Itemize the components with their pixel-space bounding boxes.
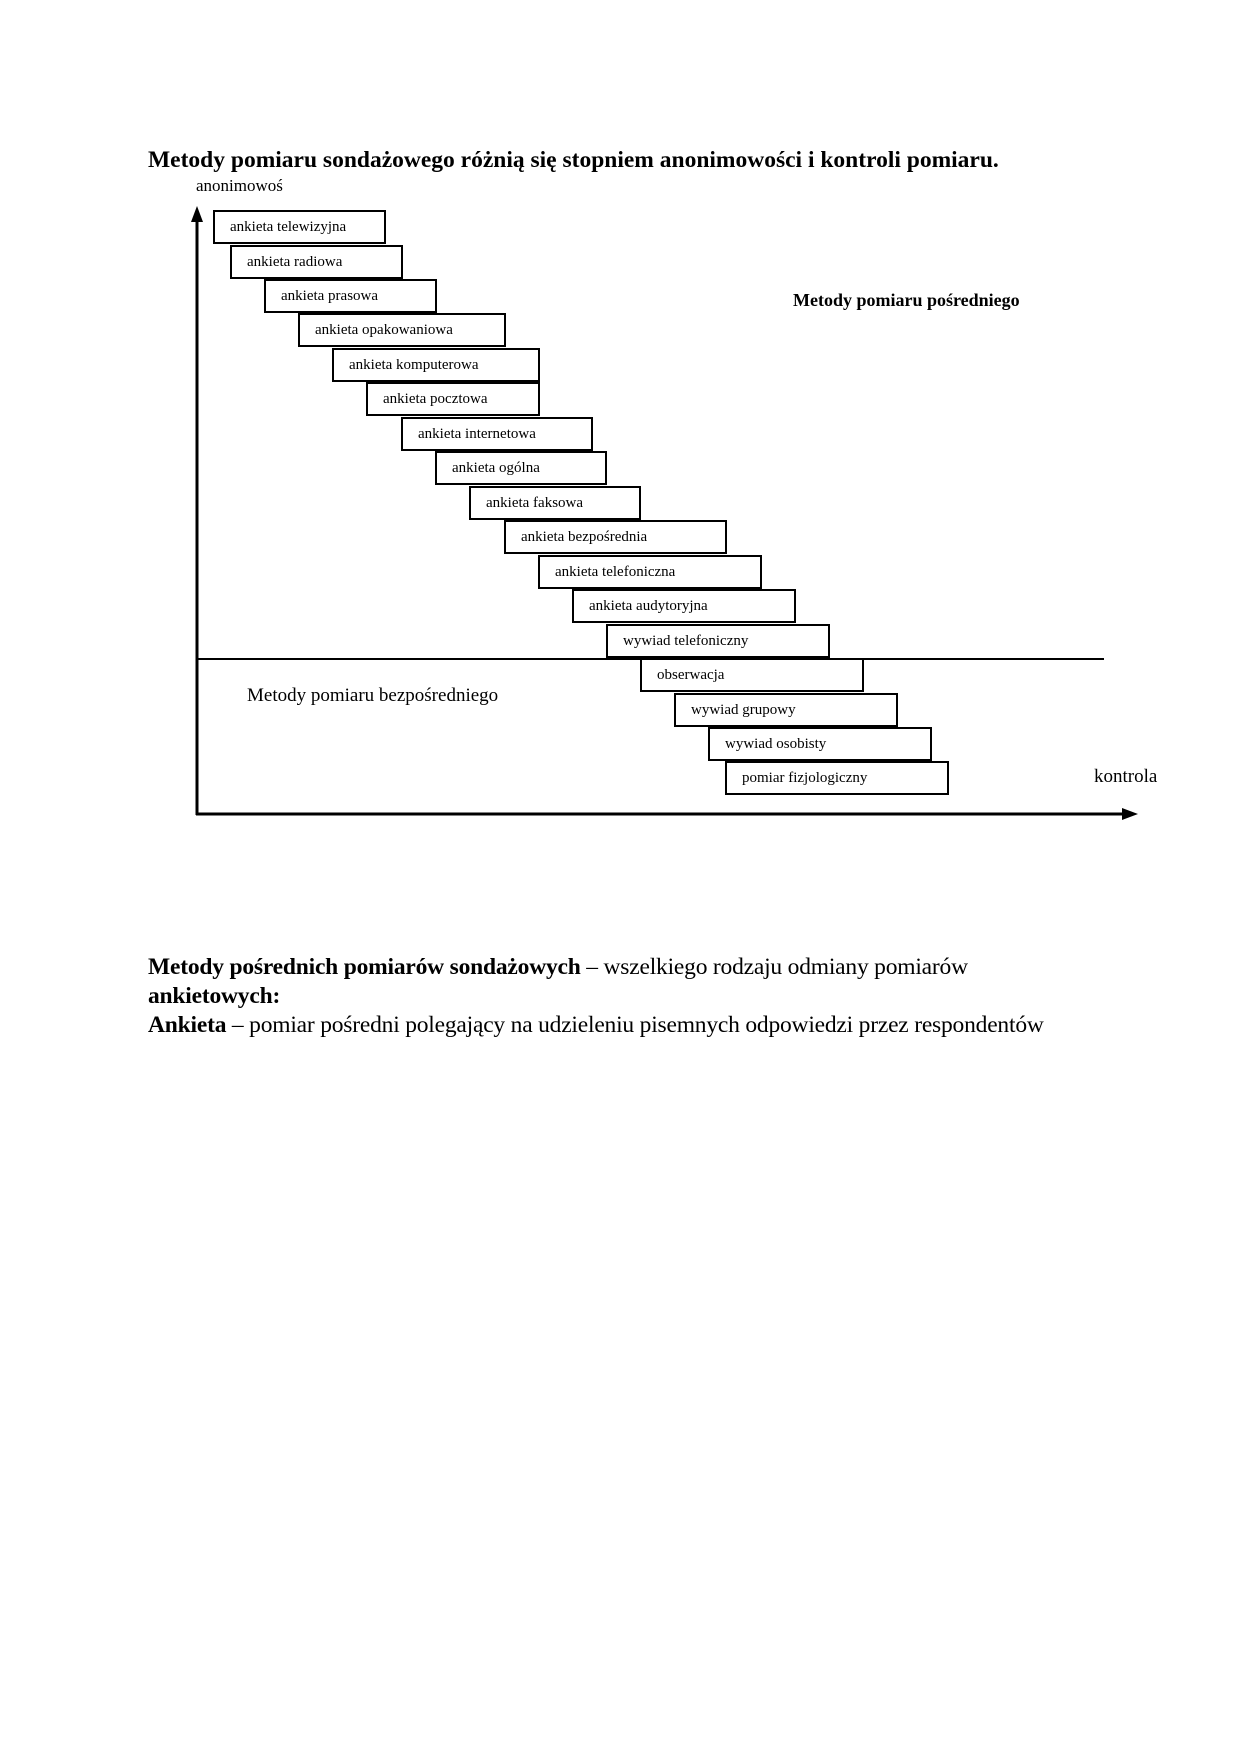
step-box: ankieta radiowa <box>230 245 403 279</box>
step-box: ankieta audytoryjna <box>572 589 796 623</box>
term-indirect-methods: Metody pośrednich pomiarów sondażowych <box>148 954 581 980</box>
diagram-axes <box>0 0 1240 850</box>
definition-ankieta-text: – pomiar pośredni polegający na udzieleniu pisemnych odpowiedzi przez respondentów <box>226 1012 1044 1038</box>
y-axis-arrow-icon <box>191 206 203 222</box>
x-axis-label: kontrola <box>1094 766 1158 787</box>
step-box: ankieta bezpośrednia <box>504 520 727 554</box>
step-box: ankieta telefoniczna <box>538 555 762 589</box>
definition-indirect-tail: ankietowych: <box>148 983 281 1009</box>
step-box: wywiad telefoniczny <box>606 624 830 658</box>
step-box: ankieta komputerowa <box>332 348 540 382</box>
page-title: Metody pomiaru sondażowego różnią się stopniem anonimowości i kontroli pomiaru. <box>148 147 999 173</box>
step-box: wywiad grupowy <box>674 693 898 727</box>
step-box: pomiar fizjologiczny <box>725 761 949 795</box>
x-axis-arrow-icon <box>1122 808 1138 820</box>
region-direct-label: Metody pomiaru bezpośredniego <box>247 685 499 706</box>
step-box: wywiad osobisty <box>708 727 932 761</box>
step-box: obserwacja <box>640 658 864 692</box>
term-ankieta: Ankieta <box>148 1012 227 1038</box>
step-box: ankieta internetowa <box>401 417 593 451</box>
definition-indirect-text: – wszelkiego rodzaju odmiany pomiarów <box>580 954 968 980</box>
definition-indirect-methods <box>148 953 1088 1011</box>
y-axis-label: anonimowoś <box>196 176 283 195</box>
step-box: ankieta pocztowa <box>366 382 540 416</box>
step-box: ankieta ogólna <box>435 451 607 485</box>
step-box: ankieta telewizyjna <box>213 210 386 244</box>
definition-ankieta <box>148 1011 1088 1040</box>
step-box: ankieta opakowaniowa <box>298 313 506 347</box>
step-box: ankieta faksowa <box>469 486 641 520</box>
step-box: ankieta prasowa <box>264 279 437 313</box>
region-indirect-label: Metody pomiaru pośredniego <box>793 290 1020 310</box>
